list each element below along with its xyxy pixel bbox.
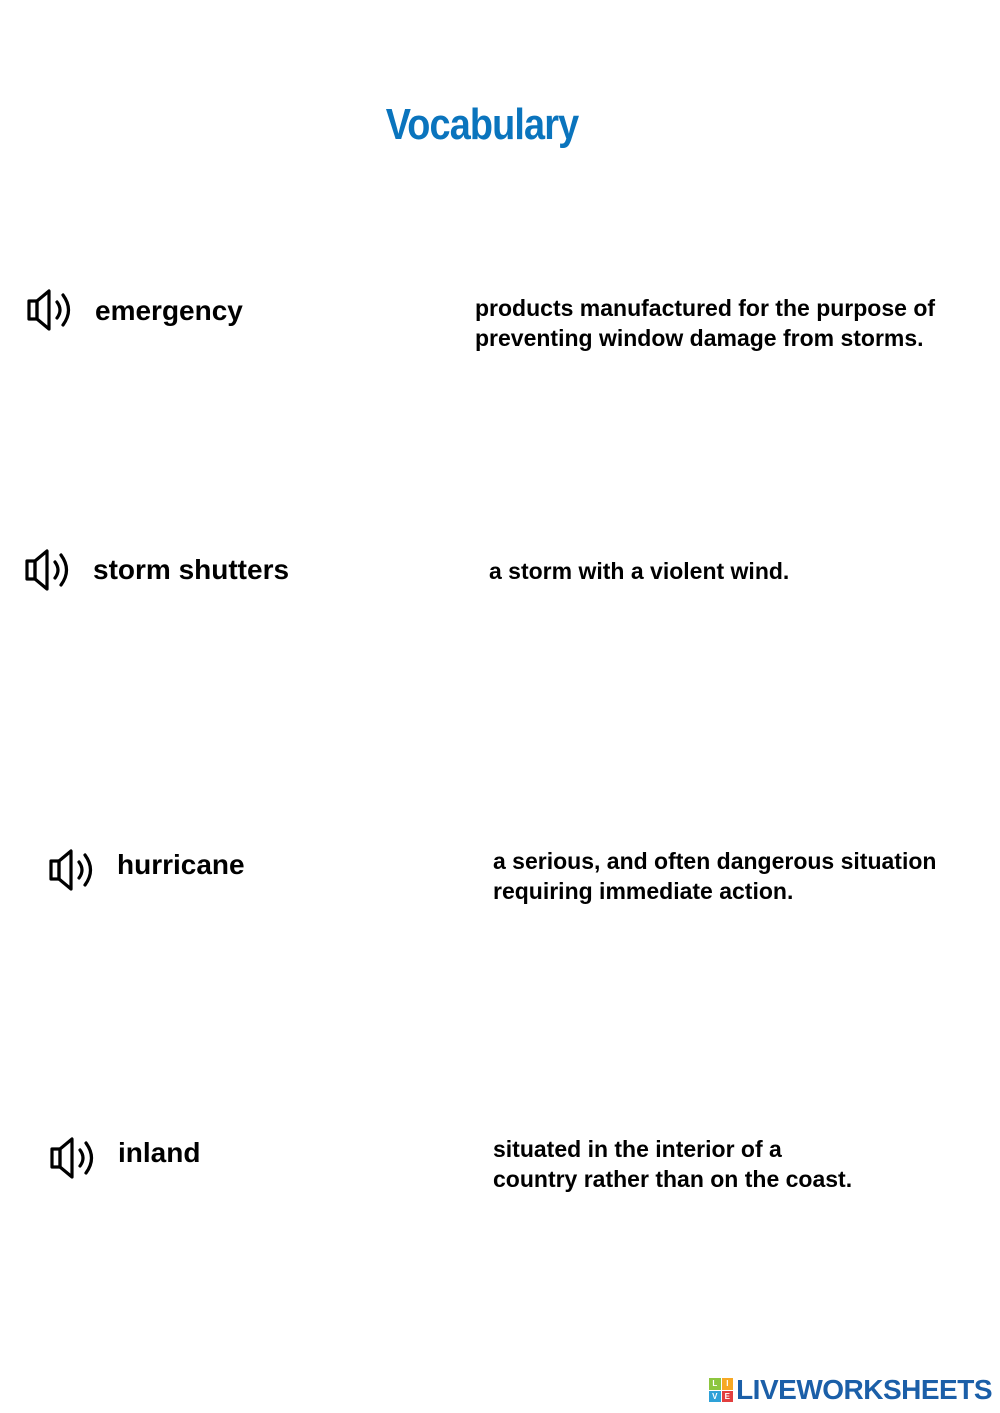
- vocabulary-word: hurricane: [117, 849, 245, 880]
- speaker-icon[interactable]: [48, 848, 98, 892]
- definition-card[interactable]: [475, 293, 935, 353]
- vocabulary-word: inland: [118, 1137, 201, 1168]
- definition-line: situated in the interior of a: [493, 1136, 782, 1162]
- speaker-icon[interactable]: [49, 1136, 99, 1180]
- definition-line: country rather than on the coast.: [493, 1166, 853, 1192]
- vocabulary-word: storm shutters: [93, 554, 290, 585]
- definition-line: preventing window damage from storms.: [475, 325, 924, 351]
- definition-line: a storm with a violent wind.: [489, 558, 790, 584]
- logo-tile: E: [722, 1391, 734, 1403]
- definition-card[interactable]: [493, 1134, 852, 1194]
- page-title: Vocabulary: [385, 100, 579, 149]
- speaker-icon[interactable]: [26, 288, 76, 332]
- logo-mark-icon: [709, 1378, 733, 1402]
- definition-card[interactable]: [489, 556, 789, 586]
- logo-tile: L: [709, 1378, 721, 1390]
- definition-line: products manufactured for the purpose of: [475, 295, 936, 321]
- logo-text: LIVEWORKSHEETS: [736, 1374, 992, 1405]
- logo-tile: I: [722, 1378, 734, 1390]
- definition-line: requiring immediate action.: [493, 878, 794, 904]
- definition-line: a serious, and often dangerous situation: [493, 848, 937, 874]
- logo-tile: V: [709, 1391, 721, 1403]
- definition-card[interactable]: [493, 846, 936, 906]
- speaker-icon[interactable]: [24, 548, 74, 592]
- liveworksheets-logo: [709, 1375, 992, 1405]
- vocabulary-word: emergency: [95, 295, 243, 326]
